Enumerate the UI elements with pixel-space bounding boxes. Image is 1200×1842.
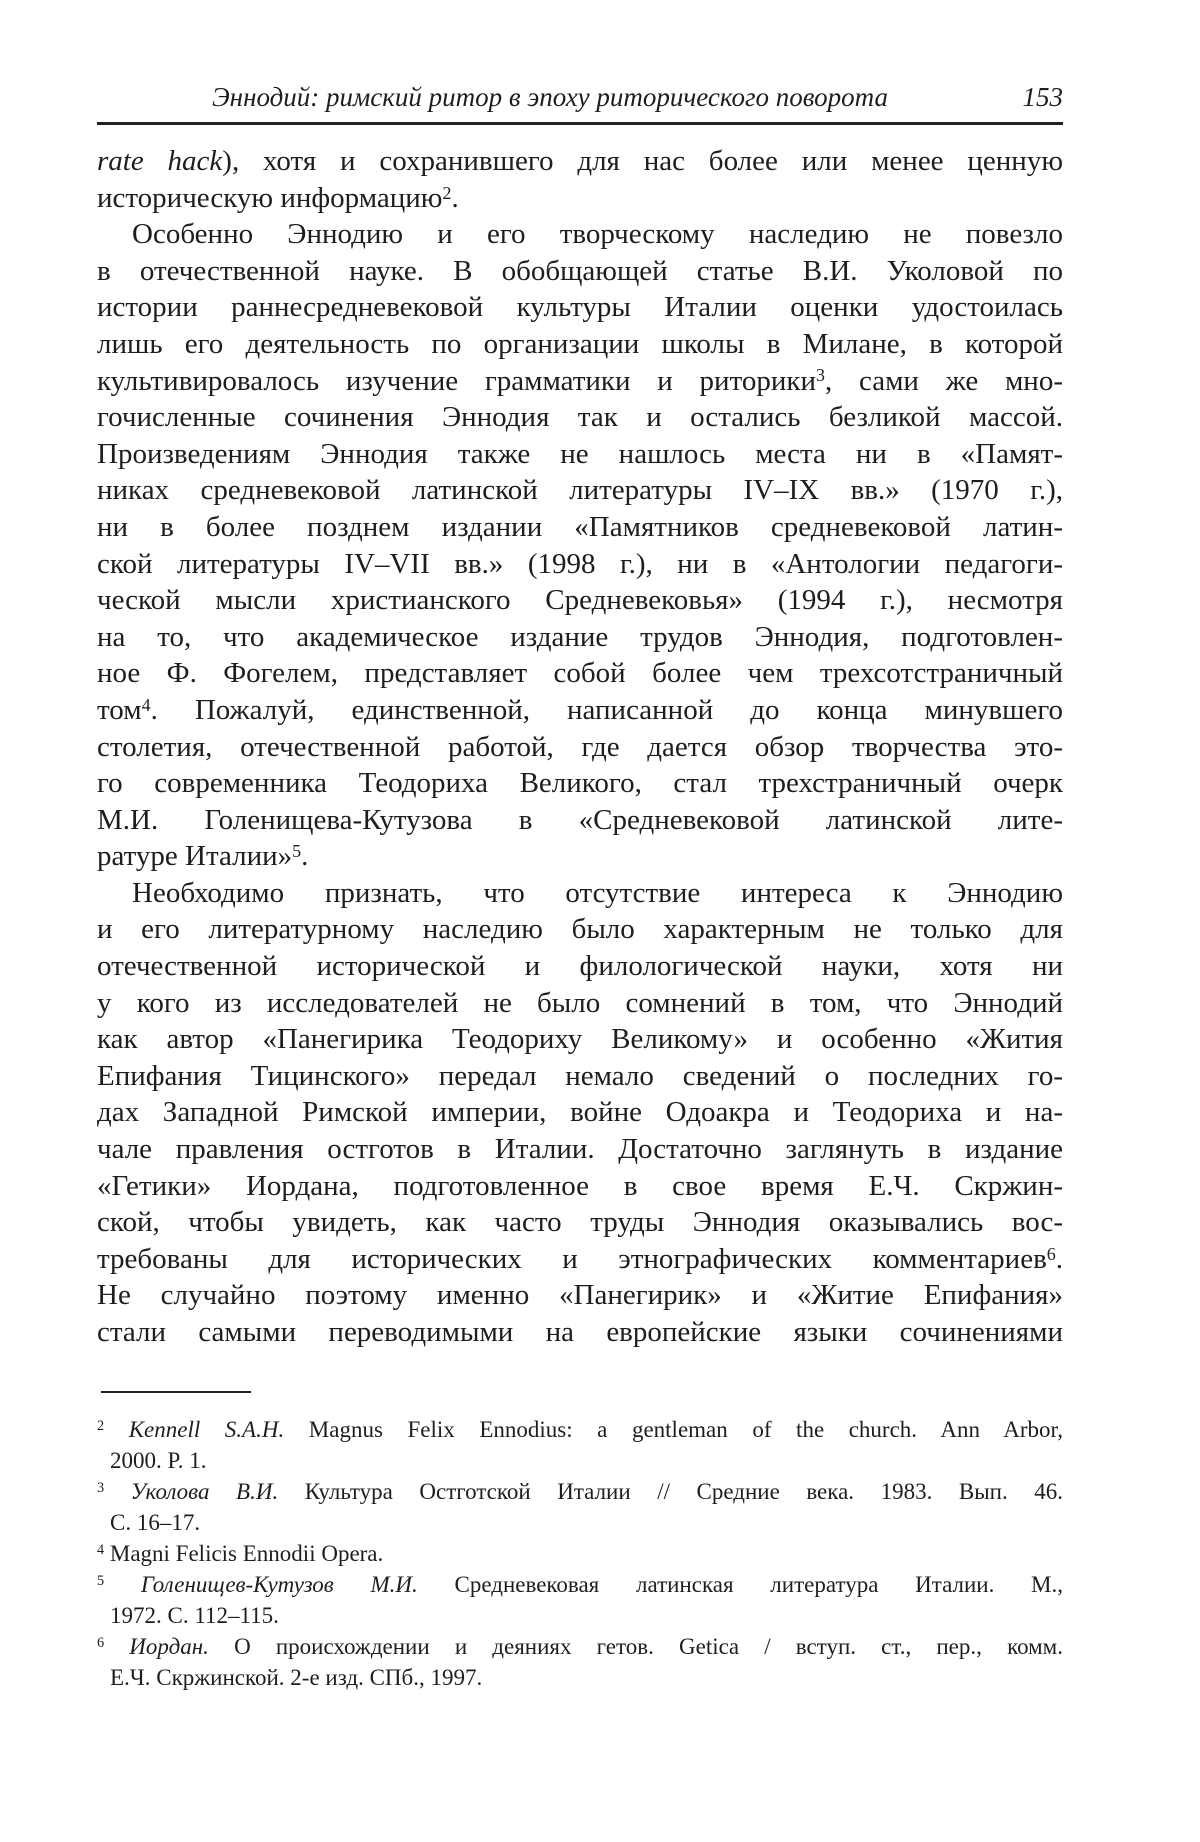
- body-line: [97, 289, 1063, 326]
- text-run: Особенно Эннодию и его творческому наследию не повезло: [132, 218, 1063, 251]
- body-line: [97, 1241, 1063, 1278]
- text-run: Kennell S.A.H.: [128, 1416, 285, 1442]
- text-run: гочисленные сочинения Эннодия так и остались безликой массой.: [97, 401, 1063, 434]
- footnote-ref-superscript: 4: [141, 694, 151, 715]
- paragraph: [97, 143, 1063, 216]
- body-line: [97, 1021, 1063, 1058]
- text-run: том: [97, 693, 142, 726]
- body-line: [97, 729, 1063, 766]
- body-line: [97, 1314, 1063, 1351]
- text-run: ратуре Италии»: [97, 840, 293, 873]
- text-run: культивировалось изучение грамматики и риторики: [97, 364, 816, 397]
- text-run: Иордан.: [129, 1633, 209, 1659]
- text-run: . Пожалуй, единственной, написанной до конца минувшего: [150, 693, 1063, 726]
- footnote-line: [97, 1662, 1063, 1693]
- text-run: никах средневековой латинской литературы IV–IX вв.» (1970 г.),: [97, 474, 1063, 507]
- body-line: [97, 1094, 1063, 1131]
- body-line: [97, 180, 1063, 217]
- text-run: на то, что академическое издание трудов Эннодия, подготовлен-: [97, 620, 1063, 653]
- body-line: [97, 1131, 1063, 1168]
- text-run: дах Западной Римской империи, войне Одоакра и Теодориха и на-: [97, 1096, 1063, 1129]
- footnote-separator: [101, 1391, 251, 1393]
- paragraph: [97, 875, 1063, 1351]
- body-line: [97, 436, 1063, 473]
- body-line: [97, 326, 1063, 363]
- body-line: [97, 985, 1063, 1022]
- footnote: [97, 1414, 1063, 1476]
- text-run: , сами же мно-: [824, 364, 1063, 397]
- text-run: требованы для исторических и этнографических комментариев: [97, 1242, 1047, 1275]
- text-run: стали самыми переводимыми на европейские языки сочинениями: [97, 1316, 1063, 1348]
- text-run: [104, 1417, 129, 1442]
- text-run: ), хотя и сохранившего для нас более или менее ценную: [222, 145, 1063, 177]
- text-run: [104, 1479, 131, 1504]
- text-run: Епифания Тицинского» передал немало сведений о последних го-: [97, 1059, 1063, 1092]
- text-run: Культура Остготской Италии // Средние века. 1983. Вып. 46.: [278, 1478, 1063, 1504]
- body-line: [97, 143, 1063, 180]
- page-header: [97, 0, 1063, 125]
- body-line: [97, 216, 1063, 253]
- text-run: ской литературы IV–VII вв.» (1998 г.), ни в «Антологии педагоги-: [97, 547, 1063, 580]
- footnote: [97, 1631, 1063, 1693]
- header-rule: [97, 122, 1063, 125]
- body-line: [97, 399, 1063, 436]
- text-run: [104, 1572, 141, 1597]
- text-run: Е.Ч. Скржинской. 2-е изд. СПб., 1997.: [110, 1664, 483, 1690]
- body-line: [97, 546, 1063, 583]
- body-line: [97, 472, 1063, 509]
- text-run: Необходимо признать, что отсутствие интереса к Эннодию: [132, 876, 1063, 909]
- text-run: отечественной исторической и филологической науки, хотя ни: [97, 950, 1063, 983]
- text-run: в отечественной науке. В обобщающей статье В.И. Уколовой по: [97, 254, 1063, 287]
- text-run: го современника Теодориха Великого, стал трехстраничный очерк: [97, 767, 1063, 800]
- body-line: [97, 692, 1063, 729]
- footnote-ref-superscript: 2: [442, 182, 452, 203]
- footnote: [97, 1569, 1063, 1631]
- body-line: [97, 802, 1063, 839]
- body-line: [97, 655, 1063, 692]
- text-run: Не случайно поэтому именно «Панегирик» и «Житие Епифания»: [97, 1279, 1063, 1312]
- body-line: [97, 838, 1063, 875]
- text-run: у кого из исследователей не было сомнений в том, что Эннодий: [97, 986, 1063, 1019]
- text-run: [104, 1634, 129, 1659]
- text-run: ное Ф. Фогелем, представляет собой более чем трехсотстраничный: [97, 657, 1063, 690]
- footnote-ref-superscript: 5: [97, 1573, 105, 1590]
- footnote-ref-superscript: 3: [97, 1480, 105, 1497]
- body-line: [97, 619, 1063, 656]
- footnote: [97, 1476, 1063, 1538]
- footnote-ref-superscript: 3: [816, 365, 825, 386]
- body-line: [97, 948, 1063, 985]
- footnote-ref-superscript: 4: [97, 1542, 105, 1559]
- footnote-line: [97, 1445, 1063, 1476]
- text-run: М.И. Голенищева-Кутузова в «Средневековой латинской лите-: [97, 803, 1063, 836]
- footnote-ref-superscript: 5: [292, 841, 302, 862]
- text-run: Magnus Felix Ennodius: a gentleman of the church. Ann Arbor,: [284, 1416, 1064, 1442]
- text-run: 2000. P. 1.: [110, 1447, 207, 1473]
- text-run: чале правления остготов в Италии. Достаточно заглянуть в издание: [97, 1133, 1063, 1166]
- text-run: лишь его деятельность по организации школы в Милане, в которой: [97, 327, 1063, 360]
- text-run: 1972. С. 112–115.: [110, 1602, 279, 1628]
- body-line: [97, 1277, 1063, 1314]
- text-run: rate hack: [97, 145, 223, 177]
- footnote-line: [97, 1538, 1063, 1569]
- footnote-line: [97, 1631, 1063, 1662]
- body-line: [97, 911, 1063, 948]
- paragraph: [97, 216, 1063, 875]
- footnote: [97, 1538, 1063, 1569]
- text-run: историческую информацию: [97, 181, 443, 214]
- text-run: О происхождении и деяниях гетов. Getica / вступ. ст., пер., комм.: [208, 1633, 1063, 1659]
- body-line: [97, 765, 1063, 802]
- body-line: [97, 875, 1063, 912]
- text-run: ни в более позднем издании «Памятников средневековой латин-: [97, 510, 1063, 543]
- page-number: 153: [1022, 82, 1063, 112]
- text-run: ческой мысли христианского Средневековья» (1994 г.), несмотря: [97, 584, 1063, 617]
- text-run: «Гетики» Иордана, подготовленное в свое время Е.Ч. Скржин-: [97, 1169, 1063, 1202]
- footnote-line: [97, 1476, 1063, 1507]
- footnote-line: [97, 1414, 1063, 1445]
- text-run: истории раннесредневековой культуры Италии оценки удостоилась: [97, 291, 1063, 324]
- body-line: [97, 509, 1063, 546]
- footnote-ref-superscript: 6: [97, 1635, 105, 1652]
- footnote-line: [97, 1569, 1063, 1600]
- body-line: [97, 1168, 1063, 1205]
- text-run: Средневековая латинская литература Италии. М.,: [417, 1571, 1064, 1597]
- footnote-line: [97, 1600, 1063, 1631]
- footnote-ref-superscript: 2: [97, 1418, 105, 1435]
- text-run: ской, чтобы увидеть, как часто труды Эннодия оказывались вос-: [97, 1206, 1063, 1239]
- body-line: [97, 1058, 1063, 1095]
- text-run: .: [451, 181, 459, 214]
- body-line: [97, 363, 1063, 400]
- text-run: Уколова В.И.: [130, 1478, 279, 1504]
- text-run: С. 16–17.: [110, 1509, 201, 1535]
- text-run: .: [1055, 1242, 1063, 1275]
- body-line: [97, 1204, 1063, 1241]
- text-run: Magni Felicis Ennodii Opera.: [109, 1540, 384, 1566]
- text-run: .: [301, 840, 309, 873]
- text-run: и его литературному наследию было характерным не только для: [97, 913, 1063, 946]
- body-line: [97, 582, 1063, 619]
- body-text: [97, 143, 1063, 1351]
- footnotes: [97, 1414, 1063, 1693]
- footnote-ref-superscript: 6: [1046, 1243, 1056, 1264]
- text-run: Голенищев-Кутузов М.И.: [140, 1571, 418, 1597]
- text-run: Произведениям Эннодия также не нашлось места ни в «Памят-: [97, 437, 1063, 470]
- body-line: [97, 253, 1063, 290]
- running-title: Эннодий: римский ритор в эпоху риторического поворота: [212, 82, 888, 112]
- footnote-line: [97, 1507, 1063, 1538]
- text-run: столетия, отечественной работой, где дается обзор творчества это-: [97, 730, 1063, 763]
- text-run: как автор «Панегирика Теодориху Великому» и особенно «Жития: [97, 1023, 1063, 1056]
